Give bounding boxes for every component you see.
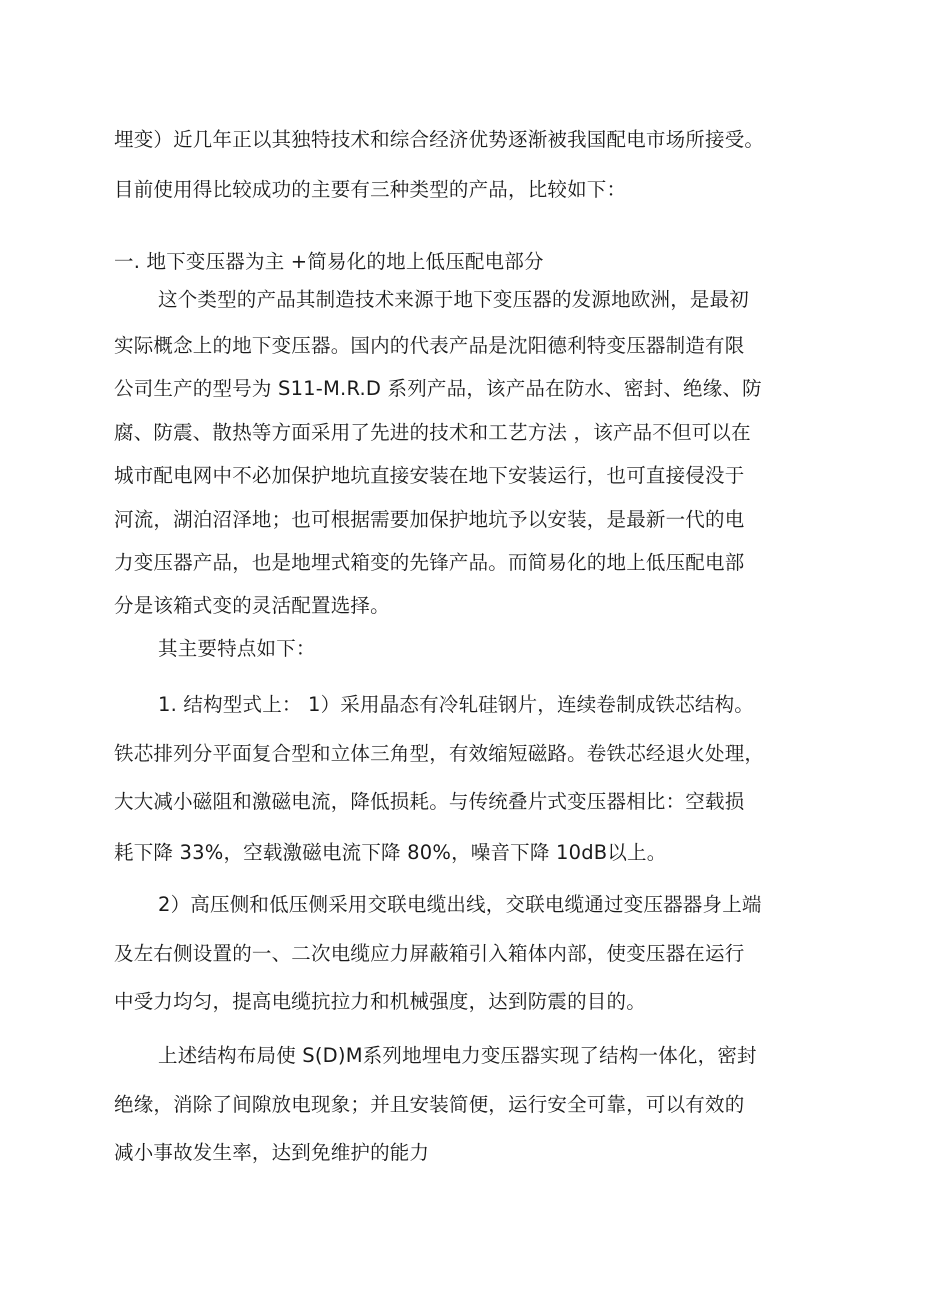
- text-line-5: 实际概念上的地下变压器。国内的代表产品是沈阳德利特变压器制造有限: [114, 334, 745, 357]
- text-line-15: 大大减小磁阻和激磁电流，降低损耗。与传统叠片式变压器相比：空载损: [114, 790, 745, 813]
- text-line-9: 河流，湖泊沼泽地；也可根据需要加保护地坑予以安装，是最新一代的电: [114, 508, 745, 531]
- text-line-8: 城市配电网中不必加保护地坑直接安装在地下安装运行，也可直接侵没于: [114, 464, 745, 487]
- text-line-1: 埋变）近几年正以其独特技术和综合经济优势逐渐被我国配电市场所接受。: [114, 128, 765, 151]
- list-item-1: 1. 结构型式上： 1）采用晶态有冷轧硅钢片，连续卷制成铁芯结构。: [158, 693, 755, 716]
- text-line-6: 公司生产的型号为 S11-M.R.D 系列产品，该产品在防水、密封、绝缘、防: [114, 377, 762, 400]
- text-line-12: 其主要特点如下：: [158, 637, 316, 660]
- text-line-19: 中受力均匀，提高电缆抗拉力和机械强度，达到防震的目的。: [114, 990, 646, 1013]
- list-item-2: 2）高压侧和低压侧采用交联电缆出线，交联电缆通过变压器器身上端: [158, 893, 762, 916]
- text-line-11: 分是该箱式变的灵活配置选择。: [114, 594, 390, 617]
- text-line-4: 这个类型的产品其制造技术来源于地下变压器的发源地欧洲，是最初: [158, 288, 750, 311]
- text-line-16: 耗下降 33%，空载激磁电流下降 80%，噪音下降 10dB以上。: [114, 841, 667, 864]
- section-heading-1: 一. 地下变压器为主 +简易化的地上低压配电部分: [114, 250, 544, 273]
- text-line-7: 腐、防震、散热等方面采用了先进的技术和工艺方法 ，该产品不但可以在: [114, 421, 751, 444]
- text-line-2: 目前使用得比较成功的主要有三种类型的产品，比较如下：: [114, 178, 627, 201]
- text-line-21: 绝缘，消除了间隙放电现象；并且安装简便，运行安全可靠，可以有效的: [114, 1093, 745, 1116]
- text-line-22: 减小事故发生率，达到免维护的能力: [114, 1141, 430, 1164]
- text-line-10: 力变压器产品，也是地埋式箱变的先锋产品。而简易化的地上低压配电部: [114, 551, 745, 574]
- text-line-14: 铁芯排列分平面复合型和立体三角型，有效缩短磁路。卷铁芯经退火处理，: [114, 742, 765, 765]
- text-line-20: 上述结构布局使 S(D)M系列地埋电力变压器实现了结构一体化，密封: [158, 1044, 757, 1067]
- text-line-18: 及左右侧设置的一、二次电缆应力屏蔽箱引入箱体内部，使变压器在运行: [114, 942, 745, 965]
